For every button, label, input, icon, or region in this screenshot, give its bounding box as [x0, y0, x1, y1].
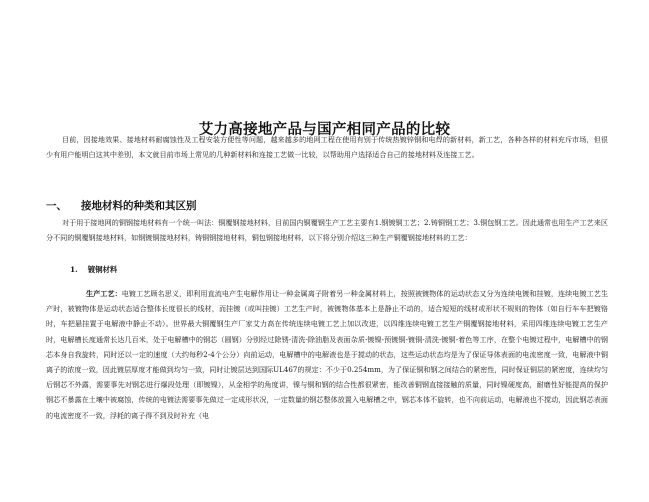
section-heading: [46, 198, 197, 213]
process-paragraph: [46, 286, 608, 423]
subsection-number: 1.: [70, 265, 78, 274]
section-heading-text: 接地材料的种类和其区别: [81, 200, 197, 212]
intro-paragraph: 目前，因接地效果、接地材料耐腐蚀性及工程安装方便性等问题，越来越多的地网工程在使用有别于传统热镀锌钢和电焊的新材料，新工艺，各种各样的材料充斥市场，但很少有用户能明白这其中差别，本文就目前市场上常见的几种新材料和连接工艺做一比较，以帮助用户选择适合自己的接地材料及连接工艺。: [46, 135, 608, 160]
process-text: 电镀工艺顾名思义，即利用直流电产生电解作用让一种金属离子附着另一种金属材料上，按照被镀物体的运动状态又分为连续电镀和挂镀，连续电镀工艺生产时，被镀物体是运动状态适合整体长度很长的线材，而挂镀（或叫挂镀）工艺生产时，被镀物体基本上是静止不动的，适合短短的线材或形状不规则的物体（如自行车车把镀铬时，车把悬挂置于电解液中静止不动）。世界最大铜覆钢生产厂家艾力高在传统连续电镀工艺上加以改进，以四维连续电镀工艺生产铜覆钢接地材料，采用四维连续电镀工艺生产时，电解槽长度通常长达几百米，处于电解槽中的钢芯（圆钢）分别经过除锈-清洗-除油脂及表面杂质-镀镍-预镀铜-镀铜-清洗-镀铜-着色等工序，在整个电镀过程中，电解槽中的钢芯本身自我旋转，同时还以一定的速度（大约每秒2-4个公分）向前运动，电解槽中的电解液也是于搅动的状态，这些运动状态均是为了保证导体表面的电流密度一致，电解液中铜离子的浓度一致，因此镀层厚度才能做到均匀一致，同时让镀层达到国际UL467的规定：不少于0.254mm，为了保证铜和钢之间结合的紧密性，同时保证铜层的紧密度，连续均匀后钢芯不外露，需要事先对钢芯进行爆段处理（即镀镍），从金相学的角度讲，镍与铜和钢的结合性都很紧密，能改善铜钢直接接触的质量，同时镍硬度高，耐磨性好能提高的保护钢芯不暴露在土壤中被腐蚀，传统的电镀法需要事先做过一定成形状况，一定数量的钢芯整体放置入电解槽之中，钢芯本体不旋转，也不向前运动，电解液也不搅动，因此钢芯表面的电流密度不一致，浮耗的离子得不到及时补充（电: [46, 289, 609, 420]
section-number: 一、: [46, 200, 67, 212]
process-lead: 生产工艺：: [86, 289, 122, 298]
section-paragraph: 对于用于接地网的铜钢接地材料有一个统一叫法：铜覆钢接地材料，目前国内铜覆钢生产工艺主要有1.钢镀铜工艺；2.铸铜钢工艺；3.铜包钢工艺。因此通常也用生产工艺来区分不同的铜覆钢接地材料，如钢镀铜接地材料，铸铜钢接地材料，铜包钢接地材料，以下将分别介绍这三种生产铜覆钢接地材料的工艺：: [46, 218, 608, 243]
subsection-heading: [70, 264, 117, 275]
document-title: 艾力高接地产品与国产相同产品的比较: [198, 120, 451, 138]
subsection-heading-text: 镀铜材料: [87, 265, 118, 274]
